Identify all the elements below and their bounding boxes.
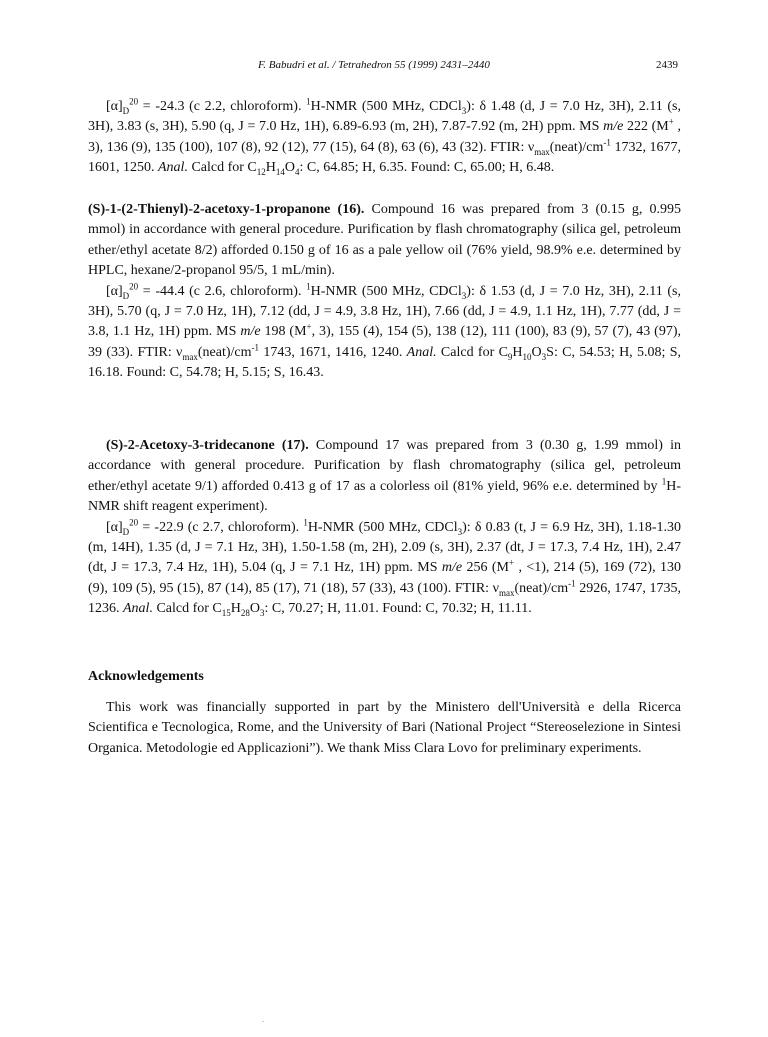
acknowledgements-text: This work was financially supported in part by the Ministero dell'Università e della Ricerca Scientifica e Tecnologica, Rome, and the University of Bari (National Project “Stereoselezione in Sintesi Organica. Metodologie ed Applicazioni”). We thank Miss Clara Lovo for preliminary experiments. — [88, 700, 681, 756]
compound-16-data-paragraph: $[\alpha]_D^{20} = -44.4$ (c 2.6, chloroform). $^1$H-NMR (500 MHz, CDCl$_3$): δ 1.53 (d, J = 7.0 Hz, 3H), 2.11 (s, 3H), 5.70 (q, J = 7.0 Hz, 1H), 7.12 (dd, J = 4.9, 3.8 Hz, 1H), 7.66 (dd, J = 4.9, 1.1 Hz, 1H), 7.77 (dd, J = 3.8, 1.1 Hz, 1H) ppm. MS m/e 198 (M+, 3), 155 (4), 154 (5), 138 (12), 111 (100), 83 (9), 57 (7), 43 (97), 39 (33). FTIR: $\nu_{max}(neat)/cm^{-1}$ 1743, 1671, 1416, 1240. Anal. Calcd for $C_9H_{10}O_3S$: C, 54.53; H, 5.08; S, 16.18. Found: C, 54.78; H, 5.15; S, 16.43. — [88, 280, 682, 381]
compound-17-preparation: (S)-2-Acetoxy-3-tridecanone (17). Compound 17 was prepared from 3 (0.30 g, 1.99 mmol) in accordance with general procedure. Purification by flash chromatography (silica gel, petroleum ether/ethyl acetate 9/1) afforded 0.413 g of 17 as a colorless oil (81% yield, 96% e.e. determined by $^1$H-NMR shift reagent experiment). — [88, 438, 681, 515]
compound-16-preparation: (S)-1-(2-Thienyl)-2-acetoxy-1-propanone (16). Compound 16 was prepared from 3 (0.15 g, 0.995 mmol) in accordance with general procedure. Purification by flash chromatography (silica gel, petroleum ether/ethyl acetate 8/2) afforded 0.150 g of 16 as a pale yellow oil (76% yield, 98.9% e.e. determined by HPLC, hexane/2-propanol 95/5, 1 mL/min). — [88, 202, 681, 279]
acknowledgements-heading: Acknowledgements — [88, 669, 204, 684]
scan-speck — [262, 1021, 264, 1022]
acknowledgements-section — [88, 698, 681, 759]
compound-17-data-paragraph: $[\alpha]_D^{20} = -22.9$ (c 2.7, chloroform). $^1$H-NMR (500 MHz, CDCl$_3$): δ 0.83 (t, J = 6.9 Hz, 3H), 1.18-1.30 (m, 14H), 1.35 (d, J = 7.1 Hz, 3H), 1.50-1.58 (m, 2H), 2.09 (s, 3H), 2.37 (dt, J = 17.3, 7.4 Hz, 1H), 2.47 (dt, J = 17.3, 7.4 Hz, 1H), 5.04 (q, J = 7.1 Hz, 1H) ppm. MS m/e 256 (M+ , <1), 214 (5), 169 (72), 130 (9), 109 (5), 95 (15), 87 (14), 85 (17), 71 (18), 57 (33), 43 (100). FTIR: $\nu_{max}(neat)/cm^{-1}$ 2926, 1747, 1735, 1236. Anal. Calcd for $C_{15}H_{28}O_3$: C, 70.27; H, 11.01. Found: C, 70.32; H, 11.11. — [88, 516, 682, 619]
page-header — [88, 59, 678, 75]
compound-17-title: (S)-2-Acetoxy-3-tridecanone (17). — [106, 438, 309, 453]
compound-17-section — [88, 436, 681, 620]
compound-16-title: (S)-1-(2-Thienyl)-2-acetoxy-1-propanone (16). — [88, 202, 365, 217]
compound-15-data-block — [88, 97, 681, 179]
compound-15-data-paragraph: $[\alpha]_D^{20} = -24.3$ (c 2.2, chloroform). $^1$H-NMR (500 MHz, CDCl$_3$): δ 1.48 (d, J = 7.0 Hz, 3H), 2.11 (s, 3H), 3.83 (s, 3H), 5.90 (q, J = 7.0 Hz, 1H), 6.89-6.93 (m, 2H), 7.87-7.92 (m, 2H) ppm. MS m/e 222 (M+ , 3), 136 (9), 135 (100), 107 (8), 92 (12), 77 (15), 64 (8), 63 (6), 43 (32). FTIR: $\nu_{max}(neat)/cm^{-1}$ 1732, 1677, 1601, 1250. Anal. Calcd for $C_{12}H_{14}O_4$: C, 64.85; H, 6.35. Found: C, 65.00; H, 6.48. — [88, 96, 682, 178]
page-number: 2439 — [656, 59, 678, 71]
running-head: F. Babudri et al. / Tetrahedron 55 (1999) 2431–2440 — [258, 59, 490, 71]
compound-16-section — [88, 200, 681, 384]
